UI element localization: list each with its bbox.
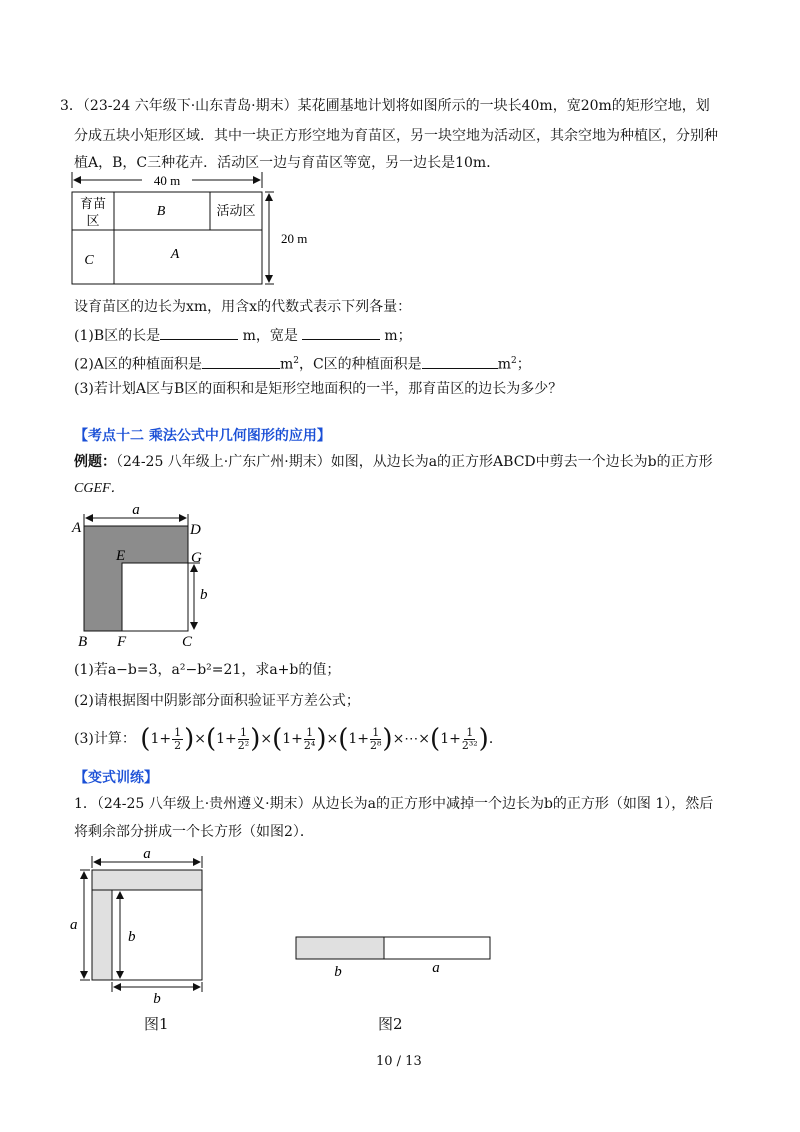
example-label: 例题： — [74, 454, 116, 470]
vertex-f: F — [117, 634, 127, 650]
vertex-d: D — [190, 522, 201, 538]
page-number: 10 / 13 — [376, 1054, 422, 1069]
p1-text-a: (1)B区的长是 — [74, 328, 161, 344]
fig1-left-label: a — [70, 917, 78, 933]
vertex-b: B — [78, 634, 88, 650]
rect-b-part — [296, 937, 384, 959]
p2-text-c: ，C区的种植面积是 — [298, 356, 422, 373]
paren-open: ( — [272, 724, 283, 754]
times-sign: × — [194, 731, 206, 747]
term-one-plus: 1+ — [150, 731, 172, 747]
paren-open: ( — [205, 724, 217, 754]
variant-title: 【变式训练】 — [74, 770, 158, 786]
answer-blank[interactable] — [422, 354, 498, 369]
example-text: （24-25 八年级上·广东广州·期末）如图，从边长为a的正方形ABCD中剪去一个边长为b的正方形 — [116, 454, 713, 470]
fig1-caption: 图1 — [144, 1015, 169, 1033]
answer-blank[interactable] — [302, 325, 380, 340]
term-one-plus: 1+ — [216, 731, 237, 747]
times-sign: × — [260, 731, 273, 747]
fig-label-a: a — [132, 502, 140, 518]
fig2-caption: 图2 — [378, 1015, 403, 1033]
q3-part3: (3)若计划A区与B区的面积和是矩形空地面积的一半，那育苗区的边长为多少？ — [74, 381, 563, 397]
term-one-plus: 1+ — [348, 731, 369, 747]
rect-a-part — [384, 937, 490, 959]
cell-nursery-l2: 区 — [86, 213, 100, 228]
variant-line2: 将剩余部分拼成一个长方形（如图2）． — [74, 824, 314, 840]
fig1-top-label: a — [143, 846, 151, 862]
fraction: $\frac{1}{\text{2³²}}$ — [461, 725, 478, 752]
vertex-a: A — [72, 520, 82, 536]
sub3-label: (3)计算： — [74, 731, 136, 747]
p2-text-e: ； — [516, 356, 531, 373]
paren-open: ( — [140, 724, 151, 754]
q3-part2 — [74, 351, 531, 375]
fig2-b-label: b — [334, 964, 342, 980]
square-figure — [64, 500, 224, 652]
paren-close: ) — [478, 724, 489, 754]
dim-right-label: 20 m — [281, 231, 308, 246]
fig1-inner-label: b — [128, 929, 136, 945]
section12-title: 【考点十二 乘法公式中几何图形的应用】 — [74, 428, 331, 444]
cell-b: B — [156, 204, 166, 219]
fraction: $\frac{1}{\text{2⁴}}$ — [303, 725, 316, 752]
fraction: $\frac{1}{\text{2²}}$ — [237, 725, 250, 752]
fig2-a-label: a — [432, 960, 440, 976]
times-sign: ×⋯× — [392, 731, 431, 747]
figure-2 — [292, 934, 496, 984]
paren-close: ) — [316, 724, 327, 754]
cell-c: C — [84, 253, 94, 268]
cell-a: A — [170, 247, 180, 262]
q3-line3: 植A，B，C三种花卉．活动区一边与育苗区等宽，另一边长是10m． — [74, 155, 501, 171]
garden-figure — [60, 168, 320, 292]
q3-line1: 3．（23-24 六年级下·山东青岛·期末）某花圃基地计划将如图所示的一块长40m，宽20m的矩形空地，划 — [60, 98, 710, 114]
example-line1 — [74, 452, 713, 472]
p2-sq-2: 2 — [510, 356, 517, 366]
fig-label-b: b — [200, 587, 208, 603]
p2-text-a: (2)A区的种植面积是 — [74, 356, 202, 373]
sub1: (1)若a−b=3，a²−b²=21，求a+b的值； — [74, 662, 341, 678]
answer-blank[interactable] — [202, 354, 280, 369]
answer-blank[interactable] — [160, 325, 238, 340]
p1-text-b: m，宽是 — [242, 328, 298, 344]
p2-sq-1: 2 — [293, 356, 299, 366]
paren-open: ( — [338, 724, 349, 754]
fig1-bottom-label: b — [153, 991, 161, 1006]
paren-open: ( — [430, 724, 441, 754]
p1-text-c: m； — [384, 328, 412, 344]
figure-1 — [62, 846, 222, 1006]
p2-unit-2: m — [497, 356, 511, 373]
strip-top — [92, 870, 202, 890]
fraction: $\frac{1}{2}$ — [174, 725, 182, 752]
strip-left — [92, 890, 112, 980]
term-one-plus: 1+ — [440, 731, 461, 747]
vertex-c: C — [182, 634, 193, 650]
p2-unit-1: m — [279, 356, 294, 373]
term-one-plus: 1+ — [282, 731, 303, 747]
q3-intro: 设育苗区的边长为xm，用含x的代数式表示下列各量： — [74, 299, 412, 315]
cell-nursery-l1: 育苗 — [79, 196, 107, 211]
q3-part1 — [74, 325, 412, 346]
fraction: $\frac{1}{\text{2⁸}}$ — [370, 725, 382, 752]
sub3 — [74, 724, 503, 758]
sub2: (2)请根据图中阴影部分面积验证平方差公式； — [74, 693, 360, 709]
variant-line1: 1．（24-25 八年级上·贵州遵义·期末）从边长为a的正方形中减掉一个边长为b的正方形（如图 1），然后 — [74, 796, 714, 812]
paren-close: ) — [382, 724, 393, 754]
q3-line2: 分成五块小矩形区域．其中一块正方形空地为育苗区，另一块空地为活动区，其余空地为种植区，分别种 — [74, 128, 718, 144]
times-sign: × — [326, 731, 339, 747]
dim-top-label: 40 m — [153, 173, 181, 188]
vertex-g: G — [191, 550, 202, 566]
paren-close: ) — [184, 724, 195, 754]
example-line2: CGEF． — [74, 481, 125, 496]
cell-activity: 活动区 — [216, 203, 256, 218]
vertex-e: E — [116, 548, 126, 564]
paren-close: ) — [250, 724, 261, 754]
period: ． — [488, 731, 503, 747]
